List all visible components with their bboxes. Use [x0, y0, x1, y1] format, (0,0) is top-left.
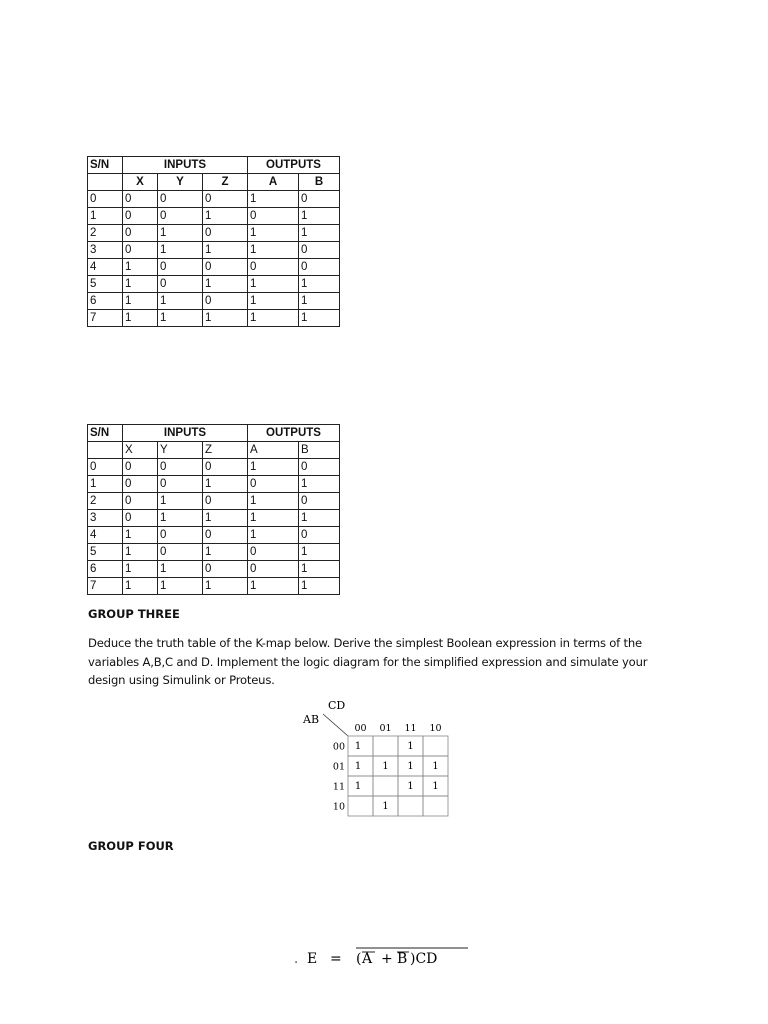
- sn-header: S/N: [88, 157, 123, 174]
- table-cell: 1: [248, 293, 299, 310]
- table-cell: 0: [203, 561, 248, 578]
- kmap-cell: [373, 736, 398, 756]
- table-cell: 0: [158, 476, 203, 493]
- kmap-cd-label: CD: [328, 699, 346, 712]
- table-cell: 0: [248, 259, 299, 276]
- table-cell: 1: [299, 225, 340, 242]
- kmap-cell-value: 1: [354, 761, 362, 772]
- table-row: [88, 242, 340, 259]
- col-b-header: B: [299, 174, 340, 191]
- table-cell: 0: [123, 493, 158, 510]
- table-cell: 2: [88, 225, 123, 242]
- table-cell: 1: [299, 276, 340, 293]
- table-cell: 1: [299, 208, 340, 225]
- inputs-header: INPUTS: [123, 425, 248, 442]
- table-cell: 0: [123, 225, 158, 242]
- group-three-heading: GROUP THREE: [88, 607, 180, 621]
- table-cell: 6: [88, 293, 123, 310]
- expression-a: A: [362, 951, 373, 967]
- table-cell: 1: [158, 578, 203, 595]
- table-cell: 0: [203, 191, 248, 208]
- table-cell: 1: [158, 225, 203, 242]
- col-b-header: B: [299, 442, 340, 459]
- table-cell: 1: [248, 191, 299, 208]
- table-cell: 1: [248, 276, 299, 293]
- sn-subheader-empty: [88, 442, 123, 459]
- table-header-row: [88, 425, 340, 442]
- table-cell: 1: [299, 544, 340, 561]
- table-cell: 0: [299, 493, 340, 510]
- kmap-cell-value: 1: [407, 781, 414, 792]
- table-cell: 0: [203, 459, 248, 476]
- boolean-expression: [290, 940, 490, 974]
- expression-open-paren: (: [356, 951, 362, 967]
- kmap-ab-label: AB: [303, 713, 320, 726]
- instructions-paragraph: [88, 634, 688, 690]
- table-cell: 1: [248, 510, 299, 527]
- table-row: [88, 578, 340, 595]
- table-cell: 0: [88, 459, 123, 476]
- table-cell: 1: [299, 310, 340, 327]
- table-cell: 1: [203, 578, 248, 595]
- kmap-cell-value: 1: [432, 761, 439, 772]
- kmap-row-label: 00: [332, 741, 345, 753]
- table-cell: 1: [248, 527, 299, 544]
- truth-table-2: [87, 424, 340, 595]
- kmap-cell-value: 1: [432, 781, 439, 792]
- table-cell: 4: [88, 527, 123, 544]
- table-cell: 0: [248, 476, 299, 493]
- sn-subheader-empty: [88, 174, 123, 191]
- kmap-row-label: 01: [332, 761, 345, 773]
- table-header-row: [88, 157, 340, 174]
- table-cell: 1: [123, 276, 158, 293]
- kmap-col-label: 10: [429, 723, 442, 734]
- expression-equals: =: [330, 951, 342, 967]
- table-row: [88, 544, 340, 561]
- expression-plus: +: [381, 951, 393, 967]
- table-row: [88, 225, 340, 242]
- kmap-cell: [423, 736, 448, 756]
- table-cell: 1: [203, 476, 248, 493]
- table-row: [88, 276, 340, 293]
- table-subheader-row: [88, 174, 340, 191]
- table-cell: 1: [248, 310, 299, 327]
- table-row: [88, 459, 340, 476]
- table-cell: 1: [299, 561, 340, 578]
- table-cell: 1: [203, 208, 248, 225]
- col-y-header: Y: [158, 174, 203, 191]
- table-cell: 0: [248, 544, 299, 561]
- table-row: [88, 561, 340, 578]
- table-cell: 0: [203, 493, 248, 510]
- table-cell: 1: [248, 225, 299, 242]
- table-cell: 0: [158, 527, 203, 544]
- table-cell: 1: [88, 476, 123, 493]
- expression-dot: .: [294, 952, 299, 967]
- table-cell: 0: [248, 208, 299, 225]
- col-y-header: Y: [158, 442, 203, 459]
- table-cell: 1: [203, 242, 248, 259]
- truth-table-2-body: [88, 425, 340, 595]
- table-row: [88, 476, 340, 493]
- col-x-header: X: [123, 442, 158, 459]
- table-cell: 0: [299, 459, 340, 476]
- table-cell: 0: [158, 276, 203, 293]
- table-cell: 1: [203, 276, 248, 293]
- table-row: [88, 310, 340, 327]
- table-cell: 1: [248, 493, 299, 510]
- kmap-row-label: 11: [332, 781, 345, 793]
- table-subheader-row: [88, 442, 340, 459]
- kmap-cell-value: 1: [407, 741, 414, 752]
- table-cell: 0: [299, 191, 340, 208]
- table-cell: 1: [203, 544, 248, 561]
- table-cell: 0: [158, 191, 203, 208]
- table-cell: 0: [203, 259, 248, 276]
- table-cell: 0: [123, 476, 158, 493]
- table-cell: 1: [248, 242, 299, 259]
- kmap-cell-value: 1: [354, 741, 362, 752]
- table-cell: 3: [88, 242, 123, 259]
- table-cell: 0: [123, 208, 158, 225]
- table-cell: 0: [299, 527, 340, 544]
- table-cell: 1: [158, 561, 203, 578]
- table-cell: 1: [158, 293, 203, 310]
- truth-table-1: [87, 156, 340, 327]
- k-map: [290, 696, 490, 826]
- table-cell: 5: [88, 276, 123, 293]
- kmap-corner-diagonal: [323, 714, 348, 736]
- kmap-cell: [348, 796, 373, 816]
- kmap-col-label: 11: [404, 723, 417, 734]
- instructions-line-2: variables A,B,C and D. Implement the logic diagram for the simplified expression and simulate your: [88, 654, 648, 669]
- kmap-row-label: 10: [332, 801, 345, 813]
- table-cell: 4: [88, 259, 123, 276]
- table-cell: 0: [123, 459, 158, 476]
- table-cell: 1: [248, 578, 299, 595]
- table-cell: 1: [123, 578, 158, 595]
- table-cell: 1: [123, 544, 158, 561]
- kmap-cell-value: 1: [354, 781, 362, 792]
- table-cell: 0: [203, 225, 248, 242]
- table-cell: 1: [299, 293, 340, 310]
- table-cell: 0: [123, 242, 158, 259]
- table-cell: 0: [158, 208, 203, 225]
- kmap-col-label: 01: [379, 723, 392, 734]
- table-cell: 0: [158, 459, 203, 476]
- table-cell: 0: [299, 259, 340, 276]
- col-x-header: X: [123, 174, 158, 191]
- table-cell: 1: [123, 259, 158, 276]
- table-cell: 1: [203, 310, 248, 327]
- inputs-header: INPUTS: [123, 157, 248, 174]
- table-cell: 0: [203, 293, 248, 310]
- table-cell: 1: [299, 476, 340, 493]
- expression-b: B: [397, 951, 408, 967]
- table-cell: 1: [158, 242, 203, 259]
- table-cell: 5: [88, 544, 123, 561]
- table-row: [88, 259, 340, 276]
- table-cell: 1: [88, 208, 123, 225]
- table-cell: 0: [248, 561, 299, 578]
- table-cell: 7: [88, 310, 123, 327]
- kmap-cell: [373, 776, 398, 796]
- kmap-grid: [333, 723, 448, 816]
- kmap-cell-value: 1: [407, 761, 414, 772]
- table-cell: 2: [88, 493, 123, 510]
- table-row: [88, 510, 340, 527]
- table-cell: 3: [88, 510, 123, 527]
- table-cell: 1: [123, 527, 158, 544]
- sn-header: S/N: [88, 425, 123, 442]
- table-row: [88, 527, 340, 544]
- table-cell: 1: [299, 578, 340, 595]
- outputs-header: OUTPUTS: [248, 157, 340, 174]
- truth-table-1-body: [88, 157, 340, 327]
- table-row: [88, 293, 340, 310]
- table-cell: 1: [123, 310, 158, 327]
- col-a-header: A: [248, 442, 299, 459]
- expression-rest: )CD: [410, 951, 438, 967]
- table-row: [88, 493, 340, 510]
- table-cell: 1: [158, 310, 203, 327]
- group-four-heading: GROUP FOUR: [88, 839, 174, 853]
- table-cell: 7: [88, 578, 123, 595]
- instructions-line-3: design using Simulink or Proteus.: [88, 673, 275, 687]
- expression-lhs: E: [307, 951, 318, 967]
- col-z-header: Z: [203, 174, 248, 191]
- table-cell: 0: [203, 527, 248, 544]
- kmap-col-label: 00: [354, 723, 367, 734]
- table-cell: 1: [299, 510, 340, 527]
- table-cell: 1: [123, 293, 158, 310]
- table-cell: 1: [123, 561, 158, 578]
- kmap-cell-value: 1: [382, 761, 389, 772]
- kmap-cell-value: 1: [382, 801, 389, 812]
- table-cell: 0: [299, 242, 340, 259]
- kmap-cell: [398, 796, 423, 816]
- table-cell: 0: [123, 510, 158, 527]
- table-row: [88, 208, 340, 225]
- table-cell: 0: [158, 544, 203, 561]
- table-cell: 1: [248, 459, 299, 476]
- table-cell: 1: [158, 493, 203, 510]
- table-cell: 6: [88, 561, 123, 578]
- table-cell: 1: [203, 510, 248, 527]
- col-z-header: Z: [203, 442, 248, 459]
- col-a-header: A: [248, 174, 299, 191]
- table-cell: 0: [123, 191, 158, 208]
- table-cell: 0: [158, 259, 203, 276]
- table-row: [88, 191, 340, 208]
- kmap-cell: [423, 796, 448, 816]
- outputs-header: OUTPUTS: [248, 425, 340, 442]
- instructions-line-1: Deduce the truth table of the K-map below. Derive the simplest Boolean expression in terms of the: [88, 636, 642, 650]
- table-cell: 0: [88, 191, 123, 208]
- table-cell: 1: [158, 510, 203, 527]
